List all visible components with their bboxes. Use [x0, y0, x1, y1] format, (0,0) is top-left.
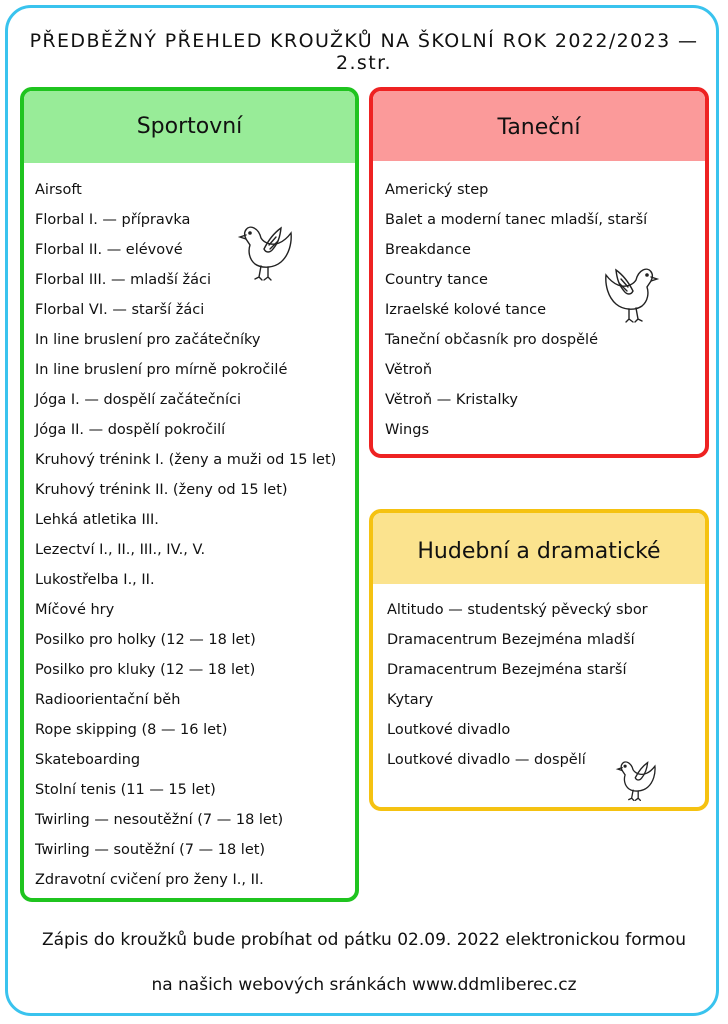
list-item: Jóga II. — dospělí pokročilí: [35, 422, 226, 438]
list-item: Dramacentrum Bezejména starší: [387, 662, 627, 678]
music-drama-section: [369, 509, 709, 811]
page-title: PŘEDBĚŽNÝ PŘEHLED KROUŽKŮ NA ŠKOLNÍ ROK 2022/2023 — 2.str.: [29, 30, 699, 74]
list-item: Breakdance: [385, 242, 471, 258]
list-item: Zdravotní cvičení pro ženy I., II.: [35, 872, 264, 888]
list-item: Stolní tenis (11 — 15 let): [35, 782, 216, 798]
list-item: Wings: [385, 422, 429, 438]
music-header: Hudební a dramatické: [373, 513, 705, 584]
list-item: Americký step: [385, 182, 489, 198]
list-item: Kruhový trénink I. (ženy a muži od 15 let): [35, 452, 337, 468]
list-item: Radioorientační běh: [35, 692, 181, 708]
list-item: Altitudo — studentský pěvecký sbor: [387, 602, 648, 618]
list-item: Loutkové divadlo: [387, 722, 511, 738]
sport-section: [20, 87, 359, 902]
list-item: Míčové hry: [35, 602, 115, 618]
sport-header: Sportovní: [24, 91, 355, 163]
sport-list: [24, 163, 355, 895]
footer-registration-note: Zápis do kroužků bude probíhat od pátku 02.09. 2022 elektronickou formou: [41, 930, 687, 950]
list-item: Twirling — soutěžní (7 — 18 let): [35, 842, 266, 858]
list-item: Balet a moderní tanec mladší, starší: [385, 212, 648, 228]
list-item: Lukostřelba I., II.: [35, 572, 155, 588]
bird-icon: [234, 219, 296, 285]
footer-website-note: na našich webových sránkách www.ddmliberec.cz: [151, 975, 577, 995]
list-item: Rope skipping (8 — 16 let): [35, 722, 228, 738]
list-item: Lezectví I., II., III., IV., V.: [35, 542, 206, 558]
list-item: Florbal III. — mladší žáci: [35, 272, 212, 288]
list-item: Kruhový trénink II. (ženy od 15 let): [35, 482, 288, 498]
dance-header: Taneční: [373, 91, 705, 161]
list-item: Florbal I. — přípravka: [35, 212, 191, 228]
list-item: Loutkové divadlo — dospělí: [387, 752, 586, 768]
list-item: In line bruslení pro začátečníky: [35, 332, 261, 348]
list-item: Kytary: [387, 692, 434, 708]
dance-section: [369, 87, 709, 458]
list-item: In line bruslení pro mírně pokročilé: [35, 362, 288, 378]
list-item: Taneční občasník pro dospělé: [385, 332, 598, 348]
list-item: Florbal II. — elévové: [35, 242, 183, 258]
list-item: Twirling — nesoutěžní (7 — 18 let): [35, 812, 284, 828]
list-item: Lehká atletika III.: [35, 512, 159, 528]
list-item: Jóga I. — dospělí začátečníci: [35, 392, 242, 408]
list-item: Větroň — Kristalky: [385, 392, 518, 408]
music-list: [373, 584, 705, 775]
bird-icon: [613, 756, 659, 804]
list-item: Posilko pro holky (12 — 18 let): [35, 632, 256, 648]
list-item: Posilko pro kluky (12 — 18 let): [35, 662, 256, 678]
bird-icon: [601, 261, 663, 327]
list-item: Airsoft: [35, 182, 82, 198]
list-item: Country tance: [385, 272, 488, 288]
list-item: Skateboarding: [35, 752, 141, 768]
list-item: Větroň: [385, 362, 433, 378]
list-item: Izraelské kolové tance: [385, 302, 547, 318]
list-item: Florbal VI. — starší žáci: [35, 302, 205, 318]
list-item: Dramacentrum Bezejména mladší: [387, 632, 635, 648]
